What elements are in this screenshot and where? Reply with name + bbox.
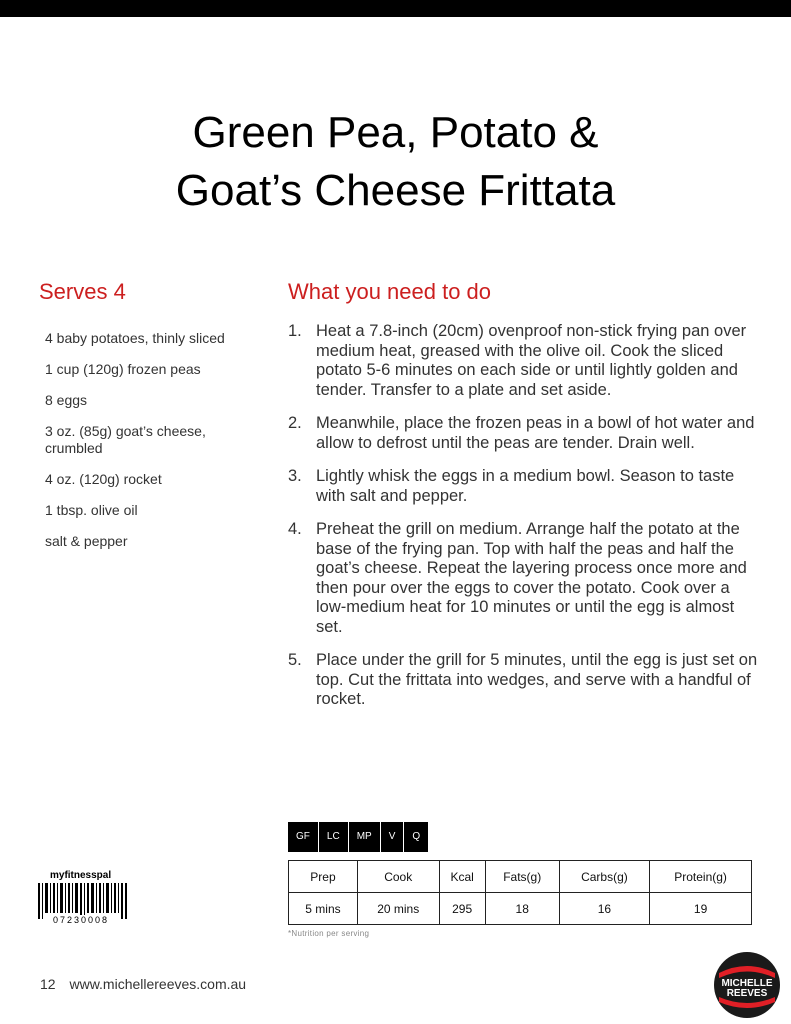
method-step	[288, 651, 758, 710]
nutrition-header: Prep	[289, 861, 358, 893]
step-text: Meanwhile, place the frozen peas in a bowl of hot water and allow to defrost until the peas are tender. Drain well.	[316, 414, 755, 452]
ingredient-item: 1 tbsp. olive oil	[45, 502, 138, 518]
logo-line-1: MICHELLE	[721, 978, 773, 989]
nutrition-value: 20 mins	[357, 893, 439, 925]
step-text: Lightly whisk the eggs in a medium bowl. Season to taste with salt and pepper.	[316, 467, 735, 505]
ingredient-item: 8 eggs	[45, 392, 88, 408]
recipe-title-line-2: Goat’s Cheese Frittata	[175, 166, 616, 215]
step-number: 1.	[288, 322, 302, 340]
ingredient-item: 4 oz. (120g) rocket	[45, 471, 162, 487]
website-link[interactable]: www.michellereeves.com.au	[69, 976, 247, 992]
step-text: Place under the grill for 5 minutes, until the egg is just set on top. Cut the frittata into wedges, and serve with a handful of rocket.	[316, 651, 758, 708]
nutrition-header: Carbs(g)	[559, 861, 649, 893]
diet-tag-gf: GF	[288, 822, 319, 852]
diet-tag-q: Q	[412, 831, 421, 842]
nutrition-header: Cook	[357, 861, 439, 893]
top-bar	[0, 0, 791, 17]
method-steps	[288, 322, 758, 724]
page-footer	[40, 976, 246, 992]
step-number: 3.	[288, 467, 302, 485]
nutrition-value: 16	[559, 893, 649, 925]
nutrition-table	[288, 860, 752, 925]
method-step	[288, 414, 758, 453]
nutrition-value: 5 mins	[289, 893, 358, 925]
method-heading: What you need to do	[288, 279, 492, 304]
myfitnesspal-label: myfitnesspal	[50, 870, 112, 881]
nutrition-footnote: *Nutrition per serving	[288, 929, 370, 938]
ingredient-item: salt & pepper	[45, 533, 128, 549]
barcode-icon[interactable]	[38, 883, 128, 919]
nutrition-header: Protein(g)	[650, 861, 752, 893]
nutrition-header: Kcal	[439, 861, 485, 893]
nutrition-value: 19	[650, 893, 752, 925]
barcode-number: 07230008	[50, 915, 112, 925]
diet-tags	[288, 822, 428, 852]
recipe-title	[0, 104, 791, 220]
nutrition-header: Fats(g)	[485, 861, 559, 893]
step-number: 5.	[288, 651, 302, 669]
nutrition-value: 295	[439, 893, 485, 925]
serves-heading: Serves 4	[39, 279, 126, 304]
step-text: Heat a 7.8-inch (20cm) ovenproof non-stick frying pan over medium heat, greased with the olive oil. Cook the sliced potato 5-6 minutes on each side or until lightly golden and tender. Transfer to a plate and set aside.	[316, 322, 747, 399]
nutrition-header-row	[289, 861, 752, 893]
method-step	[288, 322, 758, 400]
ingredients-list	[45, 330, 255, 564]
method-step	[288, 520, 758, 637]
logo-line-2: REEVES	[726, 988, 768, 999]
nutrition-value-row	[289, 893, 752, 925]
page-number: 12	[40, 976, 56, 992]
ingredient-item: 1 cup (120g) frozen peas	[45, 361, 201, 377]
step-number: 2.	[288, 414, 302, 432]
recipe-title-line-1: Green Pea, Potato &	[192, 108, 599, 157]
method-step	[288, 467, 758, 506]
step-text: Preheat the grill on medium. Arrange half the potato at the base of the frying pan. Top with half the peas and half the goat’s cheese. Repeat the layering process once more and then pour over the eggs to cover the potato. Cook over a low-medium heat for 10 minutes or until the egg is almost set.	[316, 520, 747, 636]
diet-tag-lc: LC	[319, 822, 349, 852]
nutrition-value: 18	[485, 893, 559, 925]
step-number: 4.	[288, 520, 302, 538]
ingredient-item: 3 oz. (85g) goat’s cheese, crumbled	[45, 423, 206, 456]
diet-tag-mp: MP	[349, 822, 381, 852]
michelle-reeves-logo	[713, 951, 781, 1019]
ingredient-item: 4 baby potatoes, thinly sliced	[45, 330, 225, 346]
diet-tag-v: V	[381, 822, 405, 852]
